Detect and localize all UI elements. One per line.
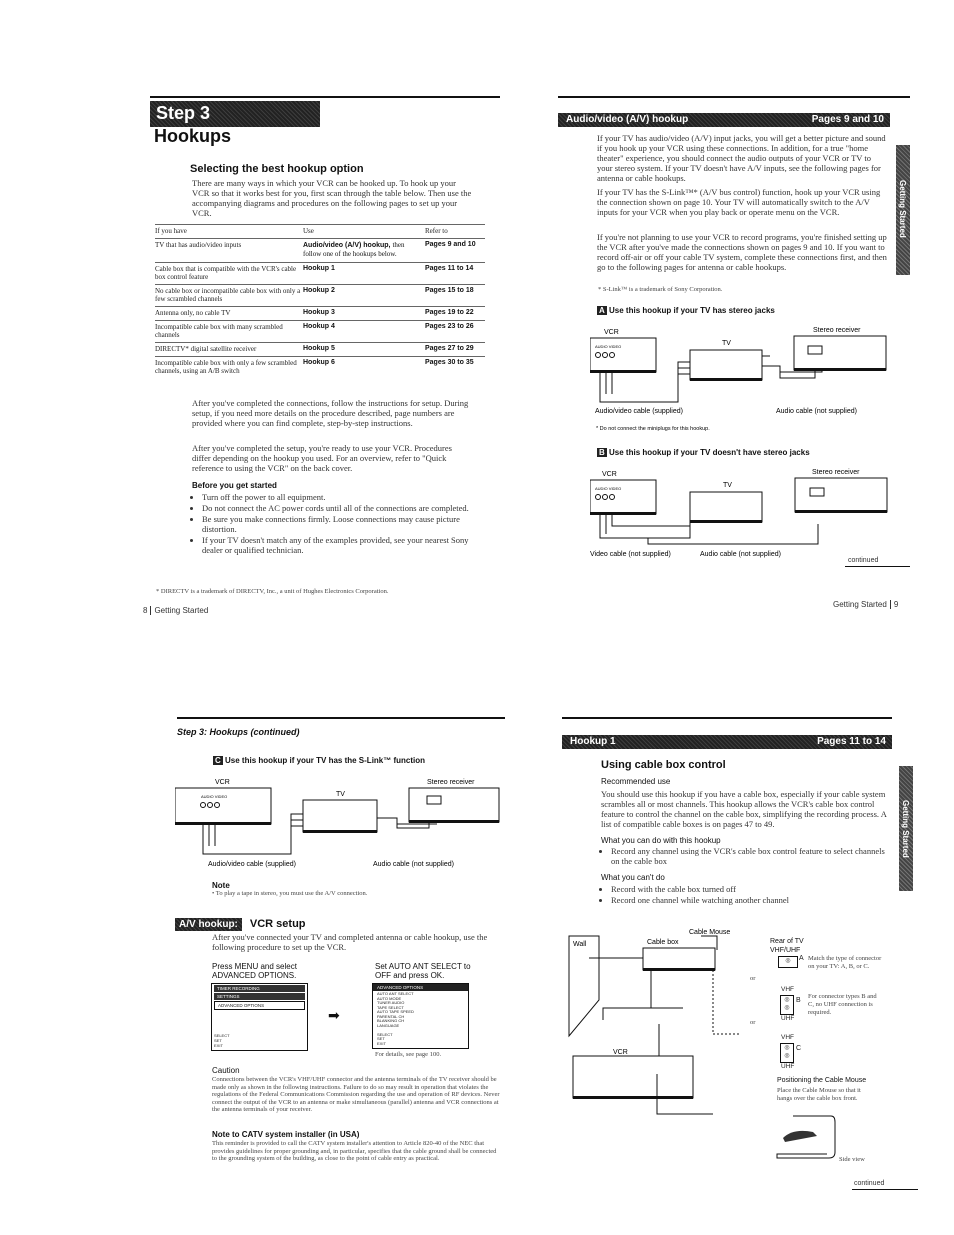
diagram-b-title: [597, 448, 810, 457]
caution-text: Connections between the VCR's VHF/UHF connector and the antenna terminals of the TV receiver should be made only as shown in the following instructions. Failure to do so may result in operation that violates the regulations of the Federal Communications Commission regarding the use and operation of RF devices. Never connect the output of the VCR to an antenna or make simultaneous (parallel) antenna and VCR connections at the antenna terminals of your receiver.: [212, 1076, 500, 1114]
menu-item: TUNER AUDIO: [377, 1000, 405, 1005]
banner-pages: Pages 11 to 14: [817, 736, 886, 747]
cell-refer: Pages 11 to 14: [425, 263, 485, 285]
option-b-uhf: UHF: [781, 1015, 795, 1022]
list-item: • Record with the cable box turned off: [611, 884, 891, 894]
option-b-vhf: VHF: [781, 986, 794, 993]
note-text: • To play a tape in stereo, you must use the A/V connection.: [212, 890, 368, 897]
cell-have: No cable box or incompatible cable box with only a few scrambled channels: [155, 285, 303, 307]
page-number: 8: [143, 606, 148, 615]
diagram-b-vcr-label: VCR: [602, 471, 617, 478]
list-item: • If your TV doesn't match any of the examples provided, see your nearest Sony dealer or qualified technician.: [202, 535, 477, 555]
folio-right: [833, 600, 898, 609]
menu-item: LANGUAGE: [377, 1022, 400, 1028]
note-title: Note: [212, 881, 230, 890]
intro-paragraph: There are many ways in which your VCR can be hooked up. To hook up your VCR so that it works best for you, first scan through the table below. Then use the accompanying diagrams and procedures on the following pages to set up your VCR.: [192, 178, 472, 218]
cell-refer: Pages 30 to 35: [425, 357, 485, 379]
diagram-c: [175, 772, 505, 872]
table-row: [155, 343, 485, 357]
diagram-a-cable1-label: Audio/video cable (supplied): [595, 408, 683, 415]
option-c-letter: C: [796, 1045, 802, 1052]
section-title: Selecting the best hookup option: [190, 163, 364, 175]
svg-text:AUDIO VIDEO: AUDIO VIDEO: [201, 794, 228, 799]
list-item: • Turn off the power to all equipment.: [202, 492, 477, 502]
catv-text: This reminder is provided to call the CATV system installer's attention to Article 820-40 of the NEC that provides guidelines for proper grounding and, in particular, specifies that the cable ground shall be connected to the grounding system of the building, as close to the point of cable entry as practical.: [212, 1140, 497, 1163]
step-banner: [150, 101, 320, 127]
menu-item: BLANKING CH: [377, 1018, 405, 1023]
cable-box-label: Cable box: [647, 939, 679, 946]
diagram-c-tv-box: [303, 800, 377, 832]
cell-have: Cable box that is compatible with the VCR's cable box control feature: [155, 263, 303, 285]
connector-a: ◎: [778, 956, 798, 968]
side-tab-label: Getting Started: [898, 180, 907, 238]
menu-item: AUTO TAPE SPEED: [377, 1009, 414, 1014]
cell-use-text: Hookup 6: [303, 359, 335, 366]
slink-tm-note: * S-Link™ is a trademark of Sony Corporation.: [598, 286, 723, 293]
cell-refer: Pages 23 to 26: [425, 321, 485, 343]
cell-use: [303, 321, 425, 343]
list-item: • Record one channel while watching another channel: [611, 895, 891, 905]
step-banner-label: Step 3: [156, 103, 211, 123]
diagram-c-title: [213, 756, 425, 765]
list-item: • Do not connect the AC power cords until all of the connections are completed.: [202, 503, 477, 513]
top-rule: [150, 96, 500, 98]
hookup1-diagram: [563, 924, 763, 1124]
diagram-c-stereo-box: [409, 788, 499, 822]
diagram-b-stereo-box: [795, 478, 887, 512]
svg-text:AUDIO VIDEO: AUDIO VIDEO: [595, 486, 622, 491]
diagram-b-badge: B: [599, 448, 605, 457]
connector-c: ◎ ◎: [780, 1043, 794, 1063]
side-view-label: Side view: [839, 1156, 865, 1163]
cable-box: [643, 948, 715, 970]
can-title: What you can do with this hookup: [601, 836, 721, 845]
list-item: • Record any channel using the VCR's cable box control feature to select channels on the cable box: [611, 846, 891, 866]
diagram-a-cable2-label: Audio cable (not supplied): [776, 408, 857, 415]
section-title: Using cable box control: [601, 759, 726, 771]
diagram-a-title-text: Use this hookup if your TV has stereo jacks: [609, 306, 775, 315]
hookup1-banner: [562, 735, 892, 749]
cell-use: [303, 263, 425, 285]
diagram-a-tv-box: [690, 350, 762, 380]
continued-rule: [852, 1189, 918, 1190]
folio-label: Getting Started: [154, 606, 209, 615]
diagram-c-stereo-label: Stereo receiver: [427, 779, 475, 786]
before-list: [192, 492, 477, 556]
menu-footer-item: SET: [214, 1038, 222, 1043]
col-header-refer: Refer to: [425, 225, 485, 239]
diagram-a-badge: A: [599, 306, 605, 315]
cell-use: [303, 343, 425, 357]
cant-list: [601, 884, 891, 906]
menu-footer-item: EXIT: [377, 1040, 386, 1046]
cell-use: [303, 285, 425, 307]
cell-use-text: Hookup 4: [303, 323, 335, 330]
banner-title: Hookup 1: [570, 736, 616, 747]
wall-outline: [569, 936, 599, 1036]
continued-label: continued: [854, 1180, 885, 1187]
diagram-c-cable2-label: Audio cable (not supplied): [373, 861, 454, 868]
continued-label: continued: [848, 557, 879, 564]
top-rule: [177, 717, 505, 719]
cell-use-note: then follow one of the hookups below.: [303, 241, 405, 258]
cell-use: [303, 357, 425, 379]
cell-use: [303, 307, 425, 321]
cell-use-text: Audio/video (A/V) hookup,: [303, 242, 391, 249]
option-a-text: Match the type of connector on your TV: A, B, or C.: [808, 955, 882, 970]
svg-text:AUDIO VIDEO: AUDIO VIDEO: [595, 344, 622, 349]
menu-footer-item: EXIT: [214, 1043, 223, 1048]
diagram-b-stereo-label: Stereo receiver: [812, 469, 860, 476]
av-hookup-banner: [558, 113, 890, 127]
cell-refer: Pages 9 and 10: [425, 239, 485, 263]
diagram-c-title-text: Use this hookup if your TV has the S-Link™ function: [225, 756, 426, 765]
vcr-label: VCR: [613, 1049, 628, 1056]
cell-refer: Pages 19 to 22: [425, 307, 485, 321]
positioning-text: Place the Cable Mouse so that it hangs over the cable box front.: [777, 1087, 861, 1102]
after-paragraph-2: After you've completed the setup, you're ready to use your VCR. Procedures differ depending on the hookup you used. For an overview, refer to "Quick reference to using the VCR" on the back cover.: [192, 443, 452, 473]
side-tab-label: Getting Started: [901, 800, 910, 858]
vcr-setup-heading: [175, 914, 306, 932]
hookup-table: [155, 224, 485, 378]
table-row: [155, 357, 485, 379]
folio-left: [143, 606, 208, 615]
cell-have: Incompatible cable box with many scrambled channels: [155, 321, 303, 343]
step-1: Press MENU and select ADVANCED OPTIONS.: [212, 962, 297, 980]
option-c-uhf: UHF: [781, 1063, 795, 1070]
menu-item: ADVANCED OPTIONS: [214, 1001, 305, 1010]
cell-use-text: Hookup 2: [303, 287, 335, 294]
menu-screen-2: [372, 983, 469, 1049]
setup-intro: After you've connected your TV and completed antenna or cable hookup, use the following procedure to set up the VCR.: [212, 932, 488, 952]
menu2-header: ADVANCED OPTIONS: [373, 984, 468, 991]
page-number: 9: [893, 600, 899, 609]
catv-title: Note to CATV system installer (in USA): [212, 1130, 360, 1139]
av-paragraph-3: If you're not planning to use your VCR to record programs, you're finished setting up the VCR after you've made the connections shown on pages 9 and 10. If you want to record off-air or off your cable TV system, complete these connections first, and then go to the following pages for antenna or cable hookups.: [597, 232, 887, 272]
cell-refer: Pages 15 to 18: [425, 285, 485, 307]
menu-footer-item: SELECT: [214, 1033, 230, 1038]
page-title: Hookups: [154, 126, 232, 146]
menu-footer-item: SET: [377, 1036, 385, 1041]
menu-item: TIMER RECORDING: [214, 985, 305, 992]
option-a-letter: A: [799, 955, 804, 962]
diagram-b-title-text: Use this hookup if your TV doesn't have stereo jacks: [609, 448, 810, 457]
positioning-title: Positioning the Cable Mouse: [777, 1077, 867, 1084]
col-header-have: If you have: [155, 225, 303, 239]
rec-title: Recommended use: [601, 777, 671, 786]
rear-of-tv: Rear of TV: [770, 938, 804, 945]
folio-label: Getting Started: [833, 600, 887, 609]
or-label-2: or: [750, 1019, 756, 1026]
or-label-1: or: [750, 975, 756, 982]
connector-b: ◎ ◎: [780, 995, 794, 1015]
top-rule: [558, 96, 910, 98]
menu-screen-1: [211, 983, 308, 1051]
setup-title: VCR setup: [249, 918, 306, 930]
diagram-c-cable1-label: Audio/video cable (supplied): [208, 861, 296, 868]
after-paragraph-1: After you've completed the connections, follow the instructions for setup. During setup, if you need more details on the procedure described, page numbers are provided where you can find complete, step-by-step instructions.: [192, 398, 469, 428]
col-header-use: Use: [303, 225, 425, 239]
menu-footer-item: SELECT: [377, 1031, 393, 1037]
diagram-b-tv-box: [690, 492, 762, 522]
menu-item: SETTINGS: [214, 993, 305, 1000]
menu-item: AUTO ANT SELECT: [377, 991, 414, 996]
menu-item: PARENTAL CH: [377, 1013, 405, 1019]
top-rule: [562, 717, 892, 719]
details-reference: For details, see page 100.: [375, 1051, 442, 1058]
running-header: Step 3: Hookups (continued): [177, 727, 300, 737]
option-b-text: For connector types B and C, no UHF connection is required.: [808, 993, 877, 1016]
before-title: Before you get started: [192, 481, 277, 490]
table-row: [155, 321, 485, 343]
rear-tv-label: [770, 937, 804, 955]
arrow-right-icon: ➡: [328, 1009, 340, 1024]
vcr-box: [573, 1056, 693, 1098]
menu-item: AUTO MODE: [377, 995, 402, 1001]
cell-have: TV that has audio/video inputs: [155, 239, 303, 263]
table-header: [155, 225, 485, 239]
directv-footnote: * DIRECTV is a trademark of DIRECTV, Inc., a unit of Hughes Electronics Corporation.: [156, 588, 389, 595]
option-c-vhf: VHF: [781, 1034, 794, 1041]
diagram-a-stereo-label: Stereo receiver: [813, 327, 861, 334]
note-text-body: To play a tape in stereo, you must use the A/V connection.: [215, 890, 368, 897]
cable-mouse-label: Cable Mouse: [689, 929, 731, 936]
diagram-b: [590, 464, 900, 564]
rec-text: You should use this hookup if you have a cable box, especially if your cable system scrambles all or most channels. This hookup allows the VCR's cable box control feature to control the channel on the cable box, simplifying the recording process. A list of compatible cable boxes is on pages 47 to 49.: [601, 789, 887, 829]
diagram-a-note: * Do not connect the miniplugs for this hookup.: [596, 426, 710, 432]
diagram-a-title: [597, 306, 775, 315]
cell-use: [303, 239, 425, 263]
diagram-c-tv-label: TV: [336, 791, 345, 798]
diagram-b-cable2-label: Audio cable (not supplied): [700, 551, 781, 558]
diagram-a: [590, 322, 900, 432]
cell-use-text: Hookup 3: [303, 309, 335, 316]
av-paragraph-2: If your TV has the S-Link™* (A/V bus control) function, hook up your VCR using the connection shown on page 10. Your TV will automatically switch to the A/V inputs for your VCR when you play back or operate menu on the VCR.: [597, 187, 881, 217]
av-paragraph-1: If your TV has audio/video (A/V) input jacks, you will get a better picture and sound if you hook up your VCR using these connections. In addition, for a true "home theater" experience, you should connect the audio outputs of your VCR or TV to your stereo system. If your TV doesn't have A/V inputs, see the following pages for antenna or cable hookups.: [597, 133, 886, 183]
setup-badge: A/V hookup:: [175, 918, 242, 931]
cell-have: Incompatible cable box with only a few scrambled channels, using an A/B switch: [155, 357, 303, 379]
cell-have: DIRECTV* digital satellite receiver: [155, 343, 303, 357]
caution-title: Caution: [212, 1066, 240, 1075]
can-list: [601, 846, 891, 867]
diagram-c-vcr-label: VCR: [215, 779, 230, 786]
table-row: [155, 307, 485, 321]
diagram-a-vcr-label: VCR: [604, 329, 619, 336]
cell-have: Antenna only, no cable TV: [155, 307, 303, 321]
cell-use-text: Hookup 1: [303, 265, 335, 272]
side-tab: [896, 145, 910, 275]
table-row: [155, 239, 485, 263]
cant-title: What you can't do: [601, 873, 665, 882]
diagram-c-badge: C: [215, 756, 221, 765]
diagram-b-tv-label: TV: [723, 482, 732, 489]
banner-pages: Pages 9 and 10: [811, 114, 884, 125]
banner-title: Audio/video (A/V) hookup: [566, 114, 689, 125]
cell-use-text: Hookup 5: [303, 345, 335, 352]
diagram-a-vcr-shadow: [590, 370, 656, 373]
diagram-b-cable1-label: Video cable (not supplied): [590, 551, 671, 558]
step-2: Set AUTO ANT SELECT to OFF and press OK.: [375, 962, 471, 980]
cell-refer: Pages 27 to 29: [425, 343, 485, 357]
menu-item: TAPE SELECT: [377, 1004, 404, 1010]
table-row: [155, 263, 485, 285]
option-b-letter: B: [796, 997, 801, 1004]
side-tab: [899, 766, 913, 891]
wall-label: Wall: [573, 941, 587, 948]
cable-mouse-side-view: [773, 1112, 843, 1168]
continued-rule: [845, 566, 910, 567]
vhf-uhf-label: VHF/UHF: [770, 947, 801, 954]
table-row: [155, 285, 485, 307]
diagram-a-tv-label: TV: [722, 340, 731, 347]
list-item: • Be sure you make connections firmly. Loose connections may cause picture distortion.: [202, 514, 477, 534]
